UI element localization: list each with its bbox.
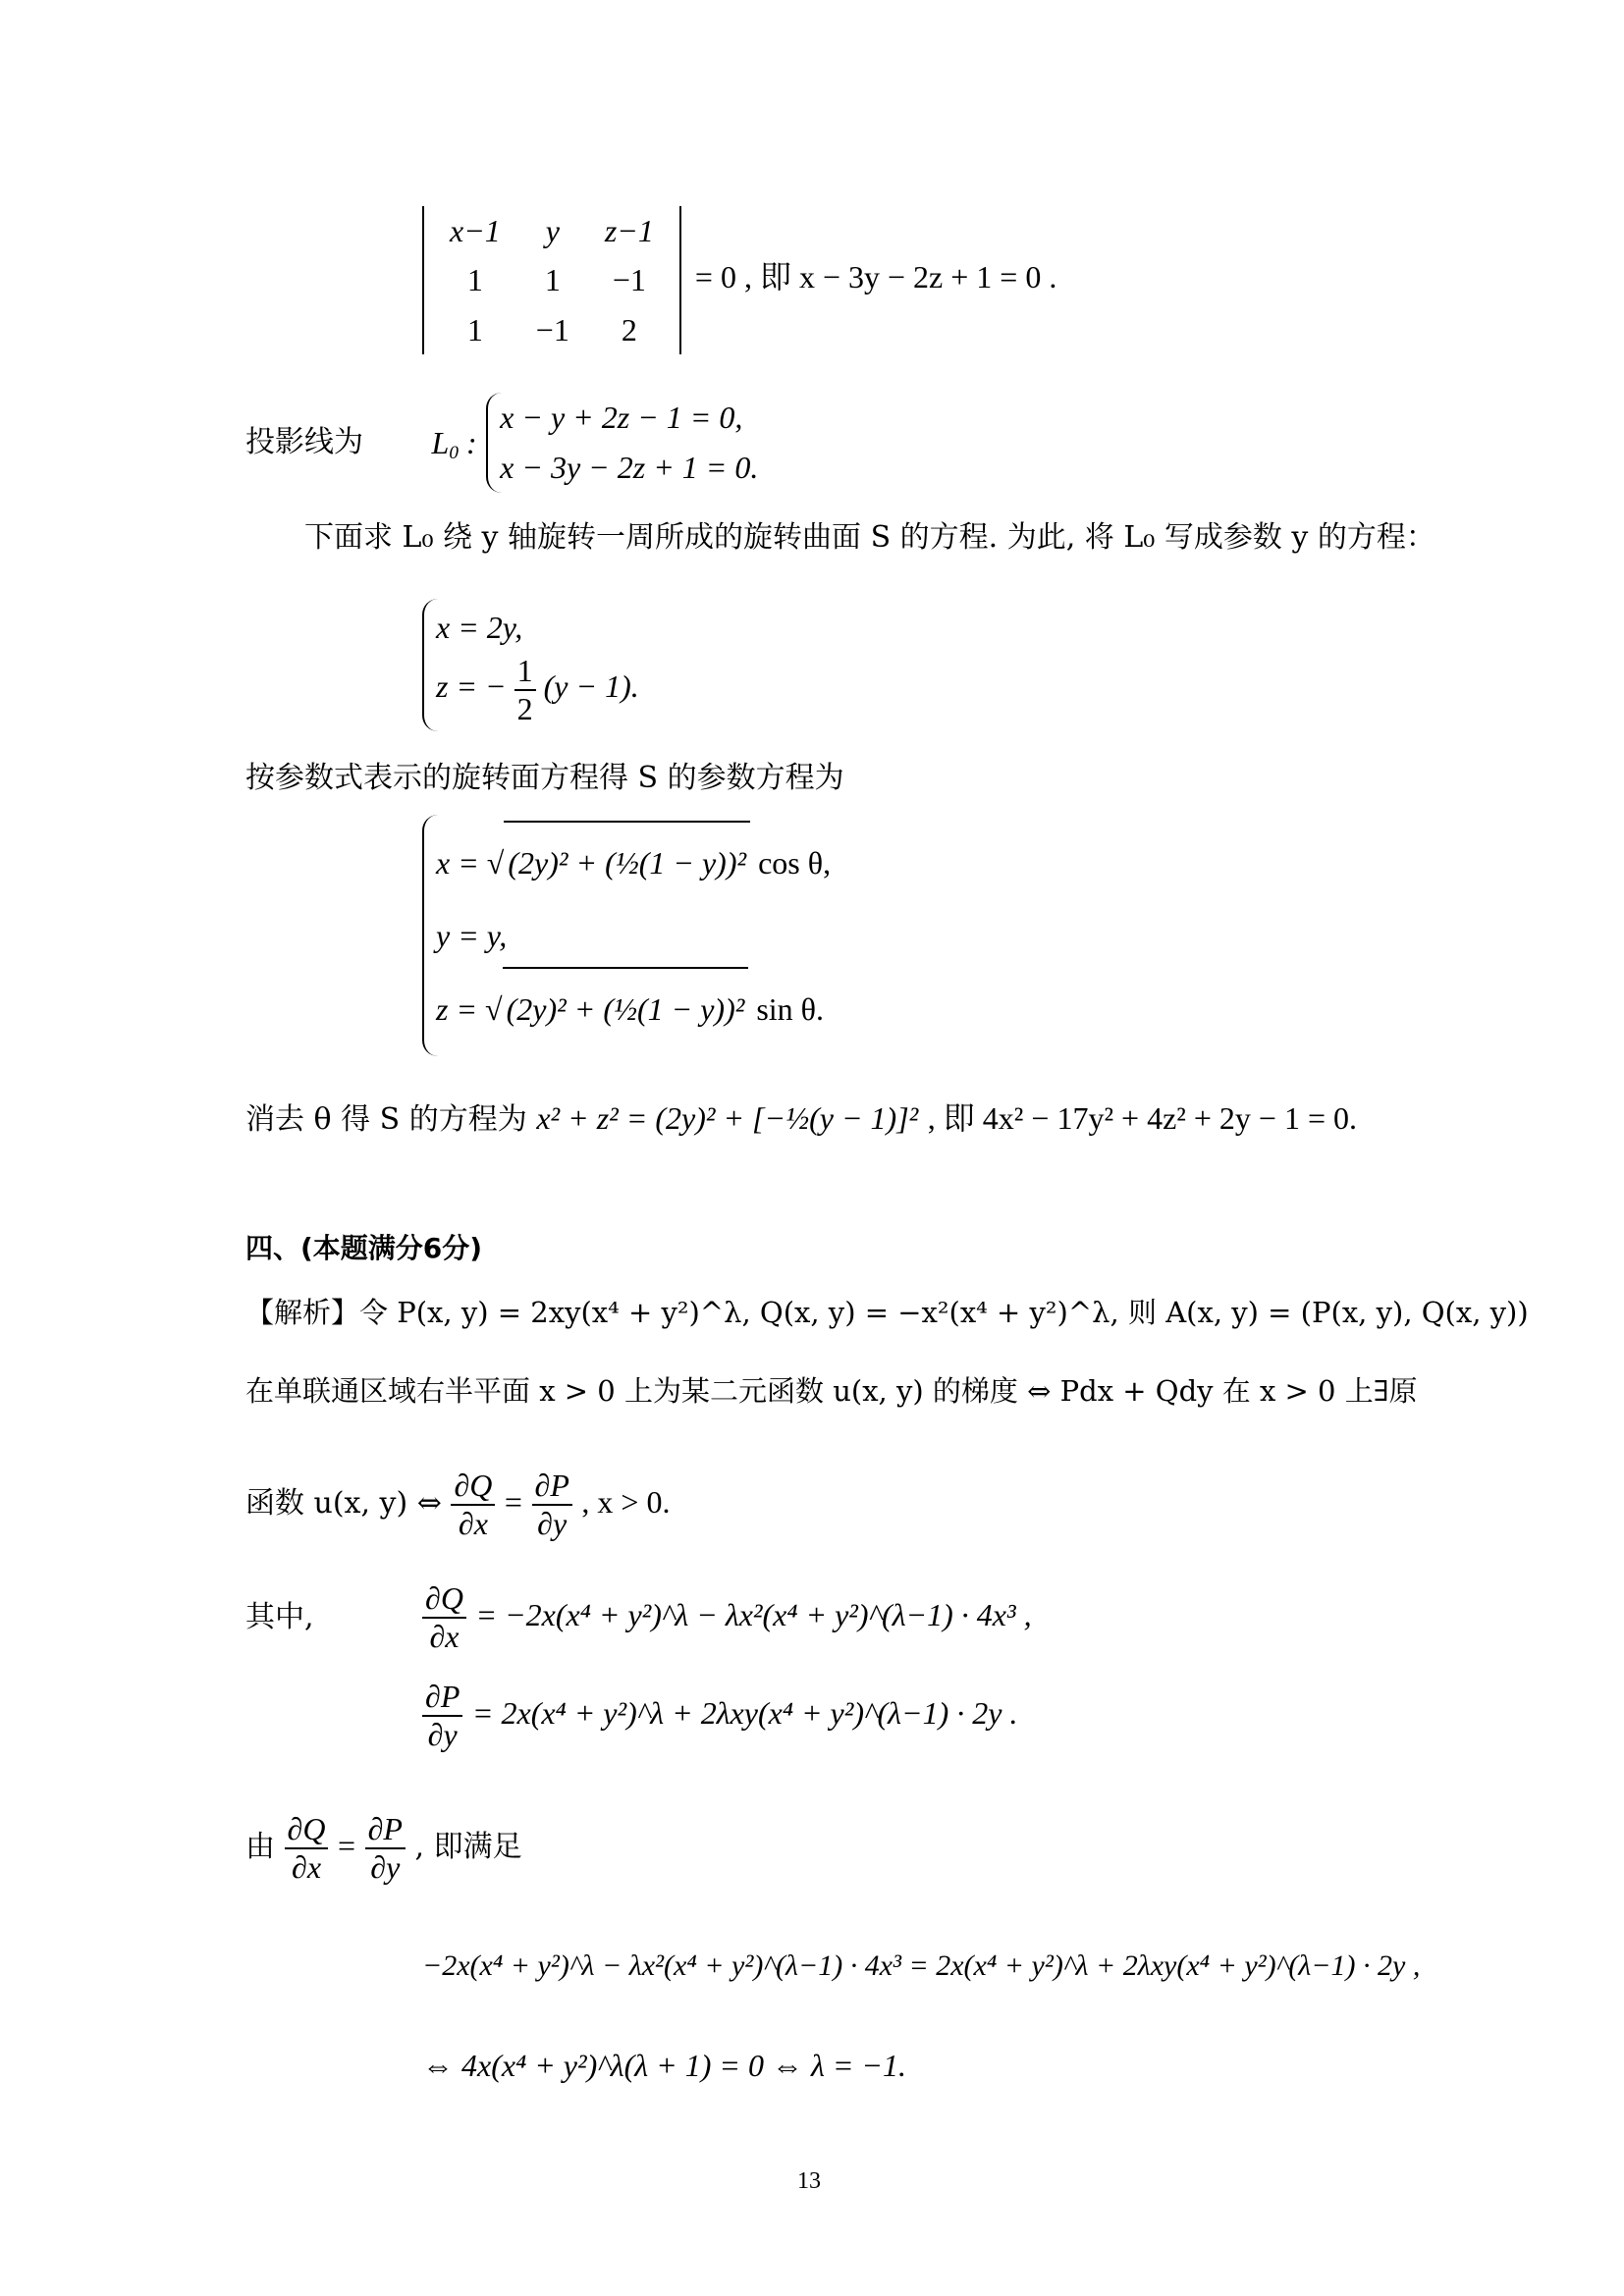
dp-dy-line <box>422 1679 1017 1753</box>
analysis-line-2: 在单联通区域右半平面 x > 0 上为某二元函数 u(x, y) 的梯度 ⇔ Pdx + Qdy 在 x > 0 上∃原 <box>245 1374 1418 1408</box>
param-l0-eq2-lhs: z = − <box>436 668 507 705</box>
det-cell: 1 <box>466 262 483 298</box>
projection-name: $L_0$ : <box>431 424 477 463</box>
eliminate-eq: x² + z² = (2y)² + [−½(y − 1)]² <box>536 1100 919 1136</box>
long-equation: −2x(x⁴ + y²)^λ − λx²(x⁴ + y²)^(λ−1) · 4x³ = 2x(x⁴ + y²)^λ + 2λxy(x⁴ + y²)^(λ−1) · 2y , <box>422 1949 1421 1982</box>
dq-dx-expr: = −2x(x⁴ + y²)^λ − λx²(x⁴ + y²)^(λ−1) · 4x³ , <box>475 1596 1032 1632</box>
dp-dy-fraction-2: $\frac{\partial P}{\partial y}$ <box>422 1679 462 1753</box>
projection-name-main: L <box>431 424 450 460</box>
projection-eq1: x − y + 2z − 1 = 0, <box>500 400 743 435</box>
param-s-z: z = √ (2y)² + (½(1 − y))² sin θ. <box>436 967 831 1050</box>
param-s-x-root: (2y)² + (½(1 − y))² <box>504 821 750 904</box>
param-l0-eq2-rhs: (y − 1). <box>543 668 639 705</box>
eliminate-result: , 即 4x² − 17y² + 4z² + 2y − 1 = 0. <box>927 1100 1358 1136</box>
param-s-x-tail: cos θ, <box>758 845 832 881</box>
analysis-line-3: 函数 u(x, y) ⇔ $\frac{\partial Q}{\partial x}$ = $\frac{\partial P}{\partial y}$ , x > 0. <box>245 1468 671 1541</box>
determinant-tail: = 0 , 即 x − 3y − 2z + 1 = 0 . <box>694 258 1057 294</box>
section-heading: 四、(本题满分6分) <box>245 1232 483 1264</box>
projection-line <box>245 393 758 493</box>
final-equation: ⇔ 4x(x⁴ + y²)^λ(λ + 1) = 0 ⇔ λ = −1. <box>422 2048 906 2083</box>
dp-dy-expr: = 2x(x⁴ + y²)^λ + 2λxy(x⁴ + y²)^(λ−1) · 2y . <box>471 1694 1018 1731</box>
param-l0-eq2 <box>436 653 639 727</box>
projection-system <box>486 393 758 493</box>
rotation-intro: 下面求 L₀ 绕 y 轴旋转一周所成的旋转曲面 S 的方程. 为此, 将 L₀ 写成参数 y 的方程： <box>304 520 1435 555</box>
param-s-z-root: (2y)² + (½(1 − y))² <box>503 967 749 1050</box>
where-label: 其中, <box>245 1600 314 1634</box>
param-s-brace <box>422 815 831 1056</box>
determinant-equation <box>422 206 1056 354</box>
half-fraction: $\frac{1}{2}$ <box>514 653 536 727</box>
param-s-y: y = y, <box>436 918 508 954</box>
det-cell: y <box>545 213 560 248</box>
dq-dx-fraction: $\frac{\partial Q}{\partial x}$ <box>451 1468 495 1542</box>
page-number: 13 <box>797 2168 821 2194</box>
line3-post: , x > 0. <box>581 1483 671 1520</box>
param-s-z-lhs: z = <box>436 991 478 1028</box>
param-l0-brace <box>422 599 639 731</box>
dp-dy-fraction-3: $\frac{\partial P}{\partial y}$ <box>365 1811 406 1886</box>
from-line: 由 $\frac{\partial Q}{\partial x}$ = $\frac{\partial P}{\partial y}$ , 即满足 <box>245 1811 522 1885</box>
param-s-x: x = √ (2y)² + (½(1 − y))² cos θ, <box>436 821 831 904</box>
param-s-x-lhs: x = <box>436 845 479 881</box>
dp-dy-fraction: $\frac{\partial P}{\partial y}$ <box>532 1468 572 1542</box>
det-cell: −1 <box>535 311 569 347</box>
from-post: , 即满足 <box>414 1829 522 1864</box>
projection-label: 投影线为 <box>245 425 363 460</box>
projection-name-sub: 0 <box>449 442 459 463</box>
param-s-z-tail: sin θ. <box>756 991 824 1028</box>
det-cell: 2 <box>621 311 637 347</box>
param-s-intro: 按参数式表示的旋转面方程得 S 的参数方程为 <box>245 761 844 795</box>
eliminate-line <box>245 1099 1357 1138</box>
from-pre: 由 <box>245 1829 275 1864</box>
projection-eq2: x − 3y − 2z + 1 = 0. <box>500 450 759 486</box>
det-cell: 1 <box>466 311 483 347</box>
param-l0-eq1: x = 2y, <box>436 610 523 645</box>
analysis-line: 【解析】令 P(x, y) = 2xy(x⁴ + y²)^λ, Q(x, y) = −x²(x⁴ + y²)^λ, 则 A(x, y) = (P(x, y), Q(x, y)) <box>245 1296 1529 1329</box>
dq-dx-line <box>422 1580 1032 1655</box>
param-s-system <box>422 815 831 1056</box>
det-cell: 1 <box>544 262 561 298</box>
param-l0-system <box>422 599 639 731</box>
det-cell: z−1 <box>604 213 654 248</box>
determinant-matrix <box>422 206 681 354</box>
line3-pre: 函数 u(x, y) ⇔ <box>245 1485 442 1521</box>
det-cell: x−1 <box>450 213 501 248</box>
eliminate-text: 消去 θ 得 S 的方程为 <box>245 1102 527 1137</box>
dq-dx-fraction-2: $\frac{\partial Q}{\partial x}$ <box>422 1580 466 1655</box>
det-cell: −1 <box>612 262 646 298</box>
dq-dx-fraction-3: $\frac{\partial Q}{\partial x}$ <box>285 1811 329 1886</box>
